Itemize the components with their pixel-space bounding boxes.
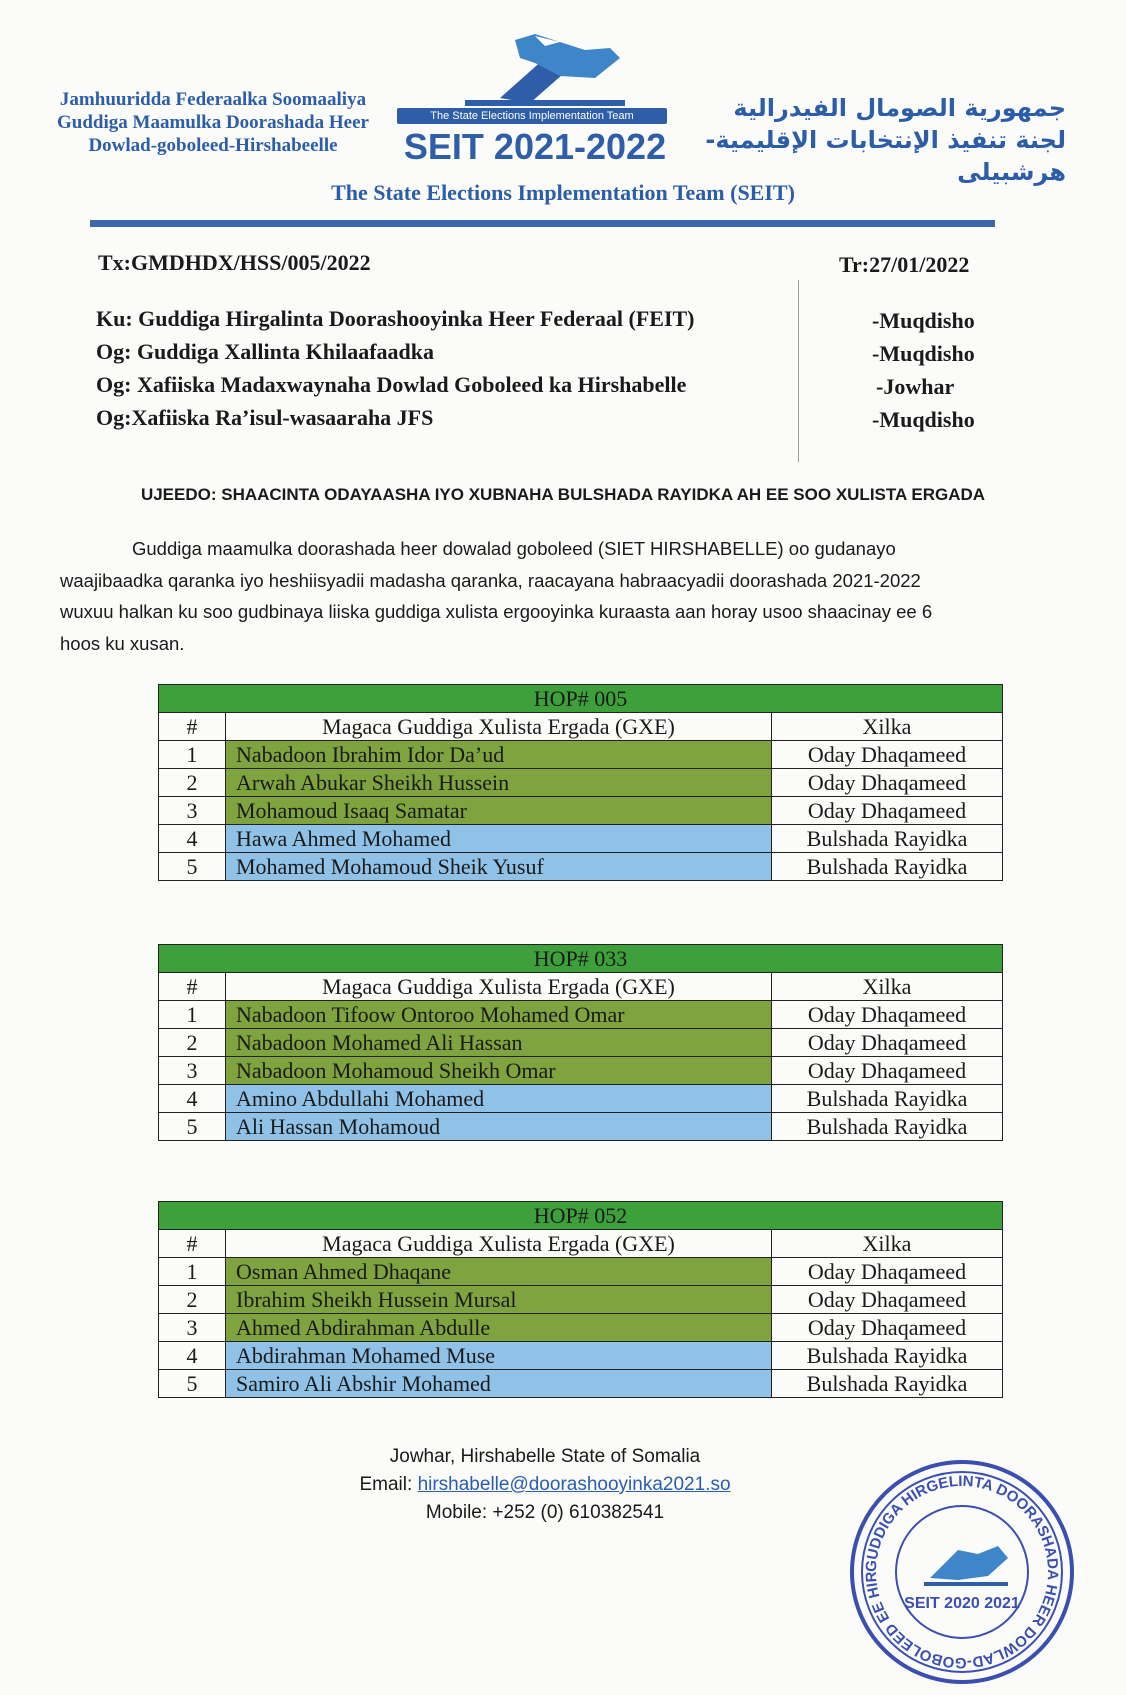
row-number: 5 xyxy=(159,1370,226,1398)
hop-table xyxy=(158,1201,1003,1398)
member-name: Nabadoon Ibrahim Idor Da’ud xyxy=(226,741,772,769)
member-name: Arwah Abukar Sheikh Hussein xyxy=(226,769,772,797)
member-role: Bulshada Rayidka xyxy=(772,1370,1003,1398)
table-row xyxy=(159,1286,1003,1314)
member-name: Ahmed Abdirahman Abdulle xyxy=(226,1314,772,1342)
member-role: Oday Dhaqameed xyxy=(772,1057,1003,1085)
member-name: Mohamoud Isaaq Samatar xyxy=(226,797,772,825)
column-header-number: # xyxy=(159,973,226,1001)
header-right-line: جمهورية الصومال الفيدرالية xyxy=(733,94,1066,122)
header-left-line: Dowlad-goboleed-Hirshabeelle xyxy=(88,135,338,156)
footer-email-label: Email: xyxy=(359,1474,418,1495)
row-number: 4 xyxy=(159,825,226,853)
column-header-role: Xilka xyxy=(772,713,1003,741)
column-header-name: Magaca Guddiga Xulista Ergada (GXE) xyxy=(226,1230,772,1258)
member-name: Ali Hassan Mohamoud xyxy=(226,1113,772,1141)
row-number: 3 xyxy=(159,1314,226,1342)
addressee-list xyxy=(96,302,695,434)
table-row xyxy=(159,1258,1003,1286)
seit-logo xyxy=(395,28,675,168)
column-header-role: Xilka xyxy=(772,973,1003,1001)
addressee-city-list xyxy=(872,304,975,436)
table-row xyxy=(159,1085,1003,1113)
table-title-row xyxy=(159,1202,1003,1230)
ballot-hand-icon xyxy=(395,28,675,108)
row-number: 1 xyxy=(159,741,226,769)
member-role: Oday Dhaqameed xyxy=(772,1029,1003,1057)
footer-email-link[interactable]: hirshabelle@doorashooyinka2021.so xyxy=(417,1474,731,1495)
header-right-line: لجنة تنفيذ الإنتخابات الإقليمية- هرشبيلى xyxy=(705,126,1066,186)
row-number: 2 xyxy=(159,1286,226,1314)
member-role: Oday Dhaqameed xyxy=(772,741,1003,769)
row-number: 2 xyxy=(159,1029,226,1057)
footer-mobile: Mobile: +252 (0) 610382541 xyxy=(425,1502,665,1523)
body-paragraph xyxy=(60,533,1050,659)
member-role: Bulshada Rayidka xyxy=(772,1113,1003,1141)
table-row xyxy=(159,825,1003,853)
row-number: 4 xyxy=(159,1085,226,1113)
header-left-line: Jamhuuridda Federaalka Soomaaliya xyxy=(59,89,367,110)
table-header-row xyxy=(159,1230,1003,1258)
addressee-divider xyxy=(798,280,799,462)
table-row xyxy=(159,1370,1003,1398)
table-row xyxy=(159,853,1003,881)
member-role: Bulshada Rayidka xyxy=(772,853,1003,881)
member-role: Oday Dhaqameed xyxy=(772,769,1003,797)
header-right-block xyxy=(686,92,1066,188)
table-row xyxy=(159,769,1003,797)
addressee-line: Og: Guddiga Xallinta Khilaafaadka xyxy=(96,339,435,364)
addressee-city: -Muqdisho xyxy=(872,341,975,366)
addressee-line: Og: Xafiiska Madaxwaynaha Dowlad Goboleed ka Hirshabelle xyxy=(96,372,687,397)
row-number: 5 xyxy=(159,853,226,881)
table-row xyxy=(159,741,1003,769)
table-title: HOP# 033 xyxy=(159,945,1003,973)
column-header-name: Magaca Guddiga Xulista Ergada (GXE) xyxy=(226,973,772,1001)
table-title: HOP# 052 xyxy=(159,1202,1003,1230)
logo-tagline: The State Elections Implementation Team xyxy=(397,108,667,124)
hop-table xyxy=(158,684,1003,881)
row-number: 1 xyxy=(159,1258,226,1286)
table-header-row xyxy=(159,713,1003,741)
addressee-line: Og:Xafiiska Ra’isul-wasaaraha JFS xyxy=(96,405,434,430)
official-stamp xyxy=(848,1458,1076,1686)
member-name: Hawa Ahmed Mohamed xyxy=(226,825,772,853)
row-number: 1 xyxy=(159,1001,226,1029)
reference-number: Tx:GMDHDX/HSS/005/2022 xyxy=(98,250,371,275)
row-number: 3 xyxy=(159,797,226,825)
footer-location: Jowhar, Hirshabelle State of Somalia xyxy=(389,1446,701,1467)
header-left-block xyxy=(28,88,398,157)
member-name: Osman Ahmed Dhaqane xyxy=(226,1258,772,1286)
member-role: Oday Dhaqameed xyxy=(772,1314,1003,1342)
reference-date: Tr:27/01/2022 xyxy=(839,252,970,277)
addressee-city: -Muqdisho xyxy=(872,308,975,333)
table-row xyxy=(159,1057,1003,1085)
header-subtitle: The State Elections Implementation Team (SEIT) xyxy=(331,180,795,205)
table-header-row xyxy=(159,973,1003,1001)
addressee-city: -Jowhar xyxy=(876,374,955,399)
body-line: hoos ku xusan. xyxy=(60,632,185,654)
subject-line: UJEEDO: SHAACINTA ODAYAASHA IYO XUBNAHA BULSHADA RAYIDKA AH EE SOO XULISTA ERGADA xyxy=(140,485,986,504)
member-name: Abdirahman Mohamed Muse xyxy=(226,1342,772,1370)
column-header-number: # xyxy=(159,713,226,741)
member-role: Oday Dhaqameed xyxy=(772,1286,1003,1314)
body-line: Guddiga maamulka doorashada heer dowalad goboleed (SIET HIRSHABELLE) oo gudanayo xyxy=(132,538,896,559)
member-name: Ibrahim Sheikh Hussein Mursal xyxy=(226,1286,772,1314)
member-role: Oday Dhaqameed xyxy=(772,1001,1003,1029)
member-name: Samiro Ali Abshir Mohamed xyxy=(226,1370,772,1398)
addressee-line: Ku: Guddiga Hirgalinta Doorashooyinka Heer Federaal (FEIT) xyxy=(96,306,695,331)
table-row xyxy=(159,1342,1003,1370)
stamp-center-text: SEIT 2020 2021 xyxy=(904,1595,1020,1612)
table-row xyxy=(159,1029,1003,1057)
member-role: Oday Dhaqameed xyxy=(772,797,1003,825)
table-row xyxy=(159,1314,1003,1342)
member-role: Oday Dhaqameed xyxy=(772,1258,1003,1286)
header-divider xyxy=(90,220,995,227)
member-name: Nabadoon Tifoow Ontoroo Mohamed Omar xyxy=(226,1001,772,1029)
member-name: Mohamed Mohamoud Sheik Yusuf xyxy=(226,853,772,881)
column-header-number: # xyxy=(159,1230,226,1258)
body-line: wuxuu halkan ku soo gudbinaya liiska guddiga xulista ergooyinka kuraasta aan horay usoo shaacinay ee 6 xyxy=(60,601,933,622)
body-line: waajibaadka qaranka iyo heshiisyadii madasha qaranka, raacayana habraacyadii doorashada 2021-2022 xyxy=(60,569,921,591)
stamp-outer-text: GUDDIGA HIRGELINTA DOORASHADA HEER DOWLAD-GOBOLEED EE HIR xyxy=(862,1472,1062,1672)
member-name: Nabadoon Mohamed Ali Hassan xyxy=(226,1029,772,1057)
logo-title: SEIT 2021-2022 xyxy=(403,126,667,167)
member-name: Nabadoon Mohamoud Sheikh Omar xyxy=(226,1057,772,1085)
table-row xyxy=(159,1113,1003,1141)
column-header-name: Magaca Guddiga Xulista Ergada (GXE) xyxy=(226,713,772,741)
addressee-city: -Muqdisho xyxy=(872,407,975,432)
member-role: Bulshada Rayidka xyxy=(772,1085,1003,1113)
row-number: 3 xyxy=(159,1057,226,1085)
member-name: Amino Abdullahi Mohamed xyxy=(226,1085,772,1113)
row-number: 2 xyxy=(159,769,226,797)
table-title-row xyxy=(159,945,1003,973)
header-left-line: Guddiga Maamulka Doorashada Heer xyxy=(57,112,369,133)
member-role: Bulshada Rayidka xyxy=(772,825,1003,853)
table-title: HOP# 005 xyxy=(159,685,1003,713)
table-row xyxy=(159,1001,1003,1029)
table-title-row xyxy=(159,685,1003,713)
table-row xyxy=(159,797,1003,825)
row-number: 4 xyxy=(159,1342,226,1370)
hop-table xyxy=(158,944,1003,1141)
column-header-role: Xilka xyxy=(772,1230,1003,1258)
member-role: Bulshada Rayidka xyxy=(772,1342,1003,1370)
row-number: 5 xyxy=(159,1113,226,1141)
